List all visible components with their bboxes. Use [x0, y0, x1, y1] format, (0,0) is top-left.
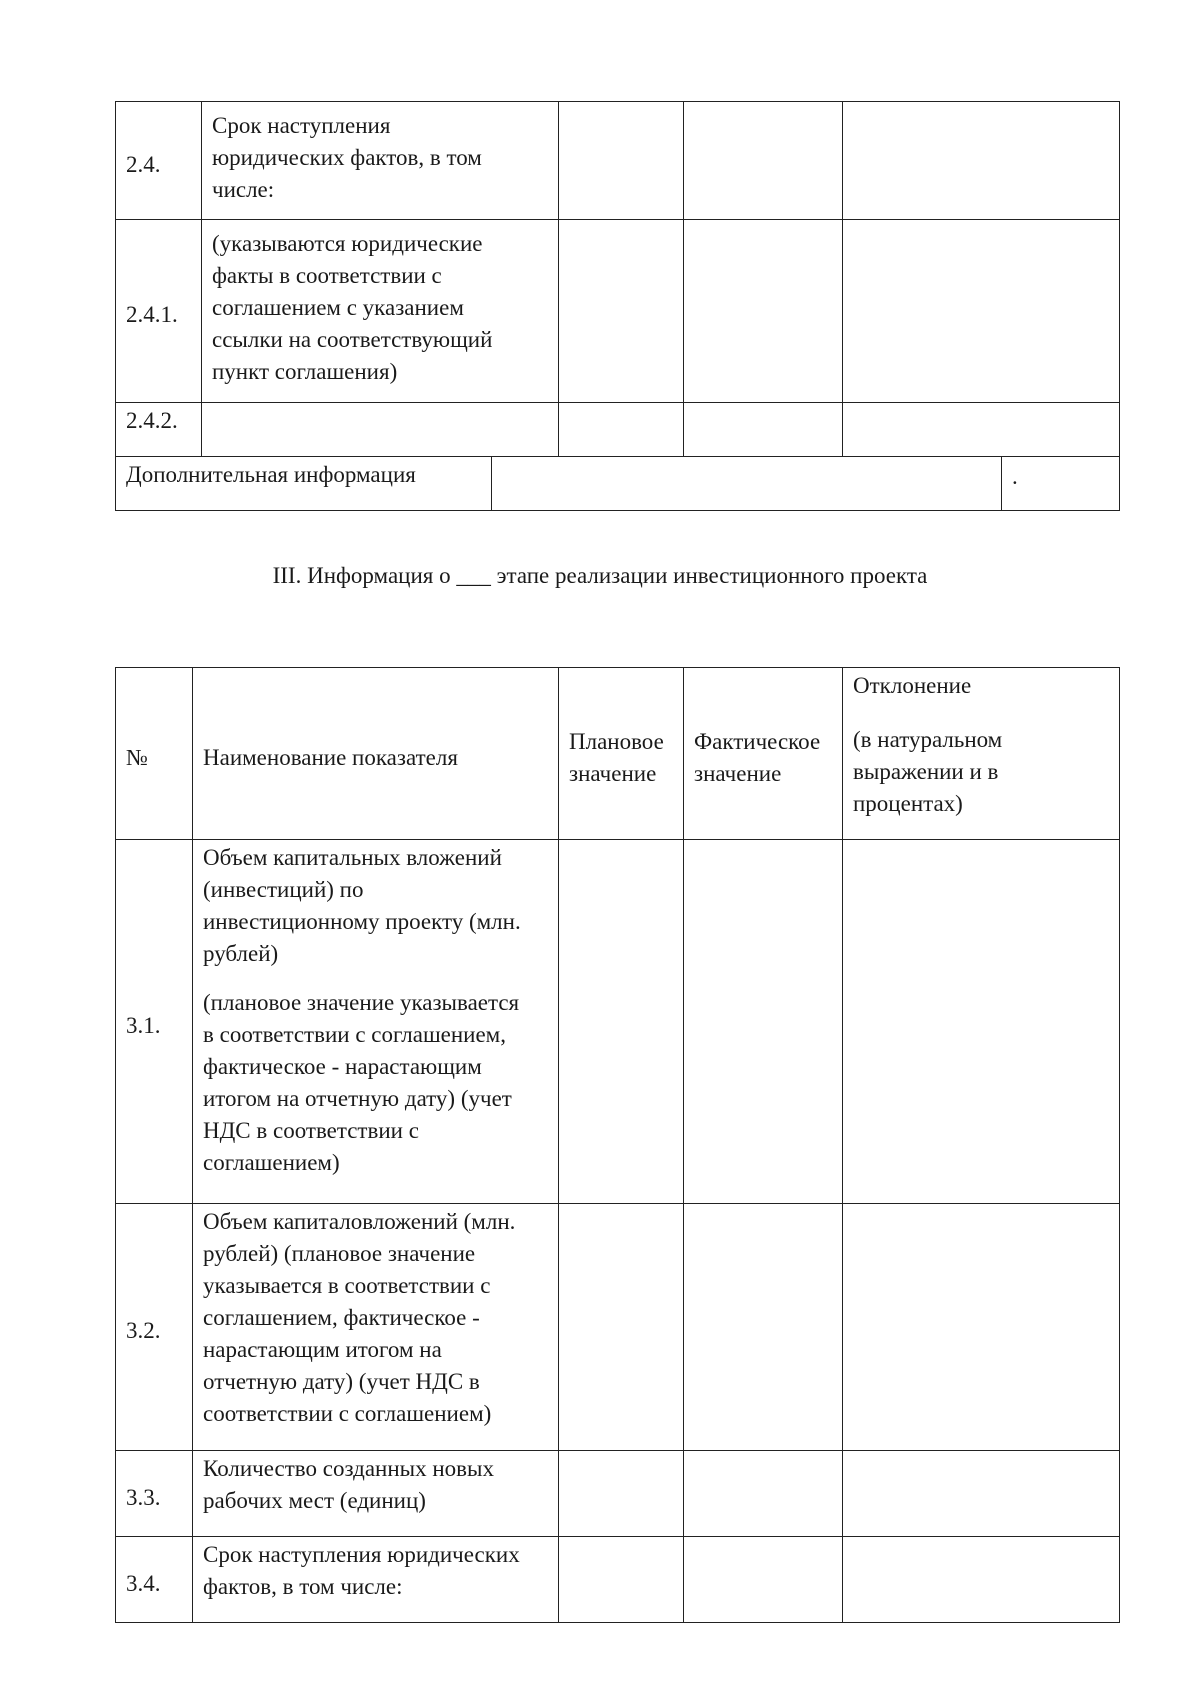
header-plan: Плановое значение: [559, 668, 684, 840]
deviation-cell: [843, 840, 1120, 1204]
table-header-row: [116, 668, 1120, 840]
main-table: [115, 667, 1120, 1623]
indicator-name: [202, 403, 559, 457]
indicator-name-main: Объем капитальных вложений (инвестиций) по инвестиционному проекту (млн. рублей): [203, 845, 521, 966]
indicator-name: Объем капиталовложений (млн. рублей) (плановое значение указывается в соответствии с соглашением, фактическое - нарастающим итогом на отчетную дату) (учет НДС в соответствии с соглашением): [193, 1204, 559, 1451]
header-deviation-subtitle: (в натуральном выражении и в процентах): [853, 727, 1003, 816]
row-number: 3.2.: [116, 1204, 193, 1451]
row-number: 3.1.: [116, 840, 193, 1204]
plan-cell: [559, 102, 684, 220]
deviation-cell: [843, 220, 1120, 403]
fact-cell: [684, 1537, 843, 1623]
header-fact: Фактическое значение: [684, 668, 843, 840]
plan-cell: [559, 220, 684, 403]
deviation-cell: [843, 403, 1120, 457]
row-number: 2.4.1.: [116, 220, 202, 403]
deviation-cell: [843, 1451, 1120, 1537]
table-row: [116, 840, 1120, 1204]
table-row: [116, 1537, 1120, 1623]
fact-cell: [684, 840, 843, 1204]
header-deviation: [843, 668, 1120, 840]
additional-info-field[interactable]: [492, 457, 1002, 511]
plan-cell: [559, 840, 684, 1204]
deviation-cell: [843, 1204, 1120, 1451]
table-row: [116, 1451, 1120, 1537]
header-name: Наименование показателя: [193, 668, 559, 840]
plan-cell: [559, 403, 684, 457]
row-number: 3.3.: [116, 1451, 193, 1537]
indicator-name: Срок наступления юридических фактов, в том числе:: [193, 1537, 559, 1623]
additional-info-end: .: [1002, 457, 1120, 511]
fact-cell: [684, 220, 843, 403]
additional-info-label: Дополнительная информация: [116, 457, 492, 511]
row-number: 2.4.: [116, 102, 202, 220]
indicator-name: Количество созданных новых рабочих мест (единиц): [193, 1451, 559, 1537]
additional-info-row: [116, 457, 1120, 511]
fact-cell: [684, 1204, 843, 1451]
header-deviation-title: Отклонение: [853, 673, 972, 698]
fact-cell: [684, 403, 843, 457]
fact-cell: [684, 102, 843, 220]
table-row: [116, 102, 1120, 220]
indicator-name-note: (плановое значение указывается в соответствии с соглашением, фактическое - нарастающим итогом на отчетную дату) (учет НДС в соответствии с соглашением): [203, 990, 520, 1175]
fact-cell: [684, 1451, 843, 1537]
additional-info-table: [115, 456, 1120, 511]
header-number: №: [116, 668, 193, 840]
section-title: III. Информация о ___ этапе реализации инвестиционного проекта: [272, 563, 928, 588]
deviation-cell: [843, 1537, 1120, 1623]
table-row: [116, 220, 1120, 403]
plan-cell: [559, 1537, 684, 1623]
table-row: [116, 1204, 1120, 1451]
row-number: 2.4.2.: [116, 403, 202, 457]
row-number: 3.4.: [116, 1537, 193, 1623]
plan-cell: [559, 1451, 684, 1537]
table-row: [116, 403, 1120, 457]
deviation-cell: [843, 102, 1120, 220]
indicator-name: (указываются юридические факты в соответствии с соглашением с указанием ссылки на соответствующий пункт соглашения): [202, 220, 559, 403]
plan-cell: [559, 1204, 684, 1451]
indicator-name: Срок наступления юридических фактов, в том числе:: [202, 102, 559, 220]
top-table: [115, 101, 1120, 457]
indicator-name: [193, 840, 559, 1204]
